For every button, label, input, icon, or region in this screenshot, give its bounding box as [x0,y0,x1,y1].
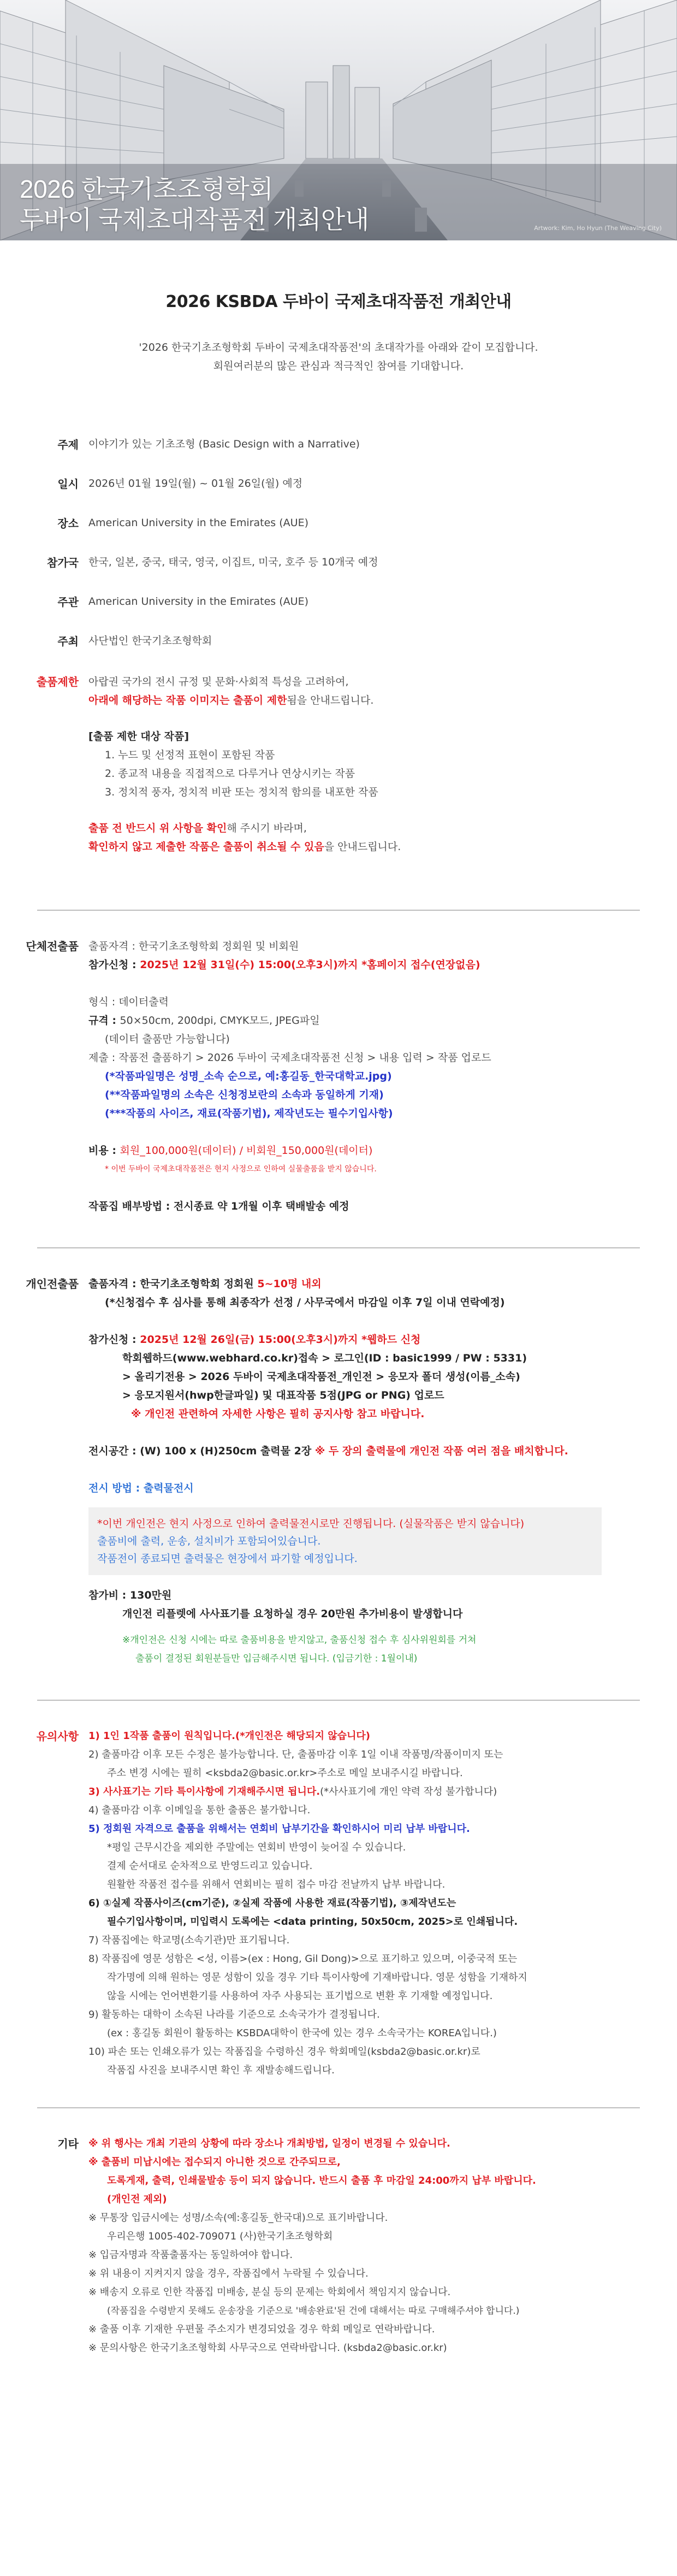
info-row-place [0,515,677,532]
notice-item: 6) ①실제 작품사이즈(cm기준), ②실제 작품에 사용한 재료(작품기법), ③제작년도는 [88,1897,456,1909]
hero-title-line1: 2026 한국기초조형학회 [20,175,274,203]
personal-box-line: 출품비에 출력, 운송, 설치비가 포함되어있습니다. [97,1535,321,1547]
group-spec-note: (데이터 출품만 가능합니다) [105,1033,230,1045]
hero-title [20,174,369,235]
etc-item: (작품집을 수령받지 못해도 운송장을 기준으로 '배송완료'된 건에 대해서는 따로 구매해주셔야 합니다.) [107,2306,520,2316]
personal-qualification-label: 출품자격 : 한국기초조형학회 정회원 [88,1278,258,1290]
notices-section [0,1727,677,2080]
notice-item-highlight: 3) 사사표기는 기타 특이사항에 기재해주시면 됩니다. [88,1786,320,1797]
group-format: 형식 : 데이터출력 [88,996,169,1008]
restriction-content [88,673,401,856]
personal-fee-note: 출품이 결정된 회원분들만 입금해주시면 됩니다. (입금기한 : 1월이내) [135,1653,418,1664]
personal-label: 개인전출품 [26,1277,79,1290]
notice-item [88,1913,634,1931]
personal-box-line: 작품전이 종료되면 출력물은 현장에서 파기할 예정입니다. [97,1553,358,1565]
restriction-section [0,673,677,856]
personal-space [88,1442,634,1460]
hero-banner [0,0,677,240]
etc-item: ※ 문의사항은 한국기초조형학회 사무국으로 연락바랍니다. (ksbda2@basic.or.kr) [88,2342,447,2354]
restriction-warning1-highlight: 출품 전 반드시 위 사항을 확인 [88,822,227,834]
restriction-line2-highlight: 아래에 해당하는 작품 이미지는 출품이 제한 [88,694,287,706]
info-label: 주최 [57,635,79,648]
info-label: 일시 [57,478,79,491]
group-note: (***작품의 사이즈, 재료(작품기법), 제작년도는 필수기입사항) [105,1107,393,1119]
notice-item: 작품집 사진을 보내주시면 확인 후 재발송해드립니다. [107,2065,335,2076]
info-value: 이야기가 있는 기초조형 (Basic Design with a Narrative) [88,438,360,450]
info-row-theme [0,437,677,453]
group-spec-value: 50×50cm, 200dpi, CMYK모드, JPEG파일 [120,1015,320,1027]
intro-line2: 회원여러분의 많은 관심과 적극적인 참여를 기대합니다. [213,360,464,372]
page-title: 2026 KSBDA 두바이 국제초대작품전 개최안내 [165,292,512,311]
restriction-item: 3. 정치적 풍자, 정치적 비판 또는 정치적 함의를 내포한 작품 [105,786,378,798]
group-submit: 제출 : 작품전 출품하기 > 2026 두바이 국제초대작품전 신청 > 내용 입력 > 작품 업로드 [88,1052,491,1064]
section-divider [37,1247,640,1248]
group-fee-label: 비용 : [88,1145,120,1157]
etc-item: ※ 무통장 입금시에는 성명/소속(예:홍길동_한국대)으로 표기바랍니다. [88,2212,388,2224]
etc-item: 도록게재, 출력, 인쇄물발송 등이 되지 않습니다. 반드시 출품 후 마감일 24:00까지 납부 바랍니다. [107,2175,536,2186]
notice-item-part: 필수기입사항이며, 미입력시 도록에는 <data printing, 50x50cm, 2025>로 인쇄 [107,1916,486,1927]
etc-section [0,2135,677,2357]
personal-fee-extra: 개인전 리플렛에 사사표기를 요청하실 경우 20만원 추가비용이 발생합니다 [122,1608,463,1620]
notice-item: *평일 근무시간을 제외한 주말에는 연회비 반영이 늦어질 수 있습니다. [107,1842,406,1853]
notice-item: 1) 1인 1작품 출품이 원칙입니다.(*개인전은 해당되지 않습니다) [88,1730,371,1742]
personal-method: 전시 방법 : 출력물전시 [88,1482,194,1494]
restriction-item: 1. 누드 및 선정적 표현이 포함된 작품 [105,749,275,761]
personal-fee: 참가비 : 130만원 [88,1589,172,1601]
notice-item: 10) 파손 또는 인쇄오류가 있는 작품집을 수령하신 경우 학회메일(ksbda2@basic.or.kr)로 [88,2046,480,2058]
info-row-host [0,594,677,610]
personal-step: > 응모지원서(hwp한글파일) 및 대표작품 5점(JPG or PNG) 업로드 [122,1389,444,1401]
notice-item: 4) 출품마감 이후 이메일을 통한 출품은 불가합니다. [88,1805,311,1816]
restriction-warning2-highlight: 확인하지 않고 제출한 작품은 출품이 취소될 수 있음 [88,841,324,853]
personal-space-label: 전시공간 : (W) 100 x (H)250cm 출력물 2장 [88,1445,315,1457]
personal-apply-label: 참가신청 : [88,1334,140,1346]
etc-item: ※ 위 내용이 지켜지지 않을 경우, 작품집에서 누락될 수 있습니다. [88,2268,369,2279]
group-qualification: 출품자격 : 한국기초조형학회 정회원 및 비회원 [88,940,299,952]
notice-item: 9) 활동하는 대학이 소속된 나라를 기준으로 소속국가가 결정됩니다. [88,2009,380,2020]
group-apply-deadline: 2025년 12월 31일(수) 15:00(오후3시)까지 *홈페이지 접수(연장없음) [140,959,480,971]
restriction-warning1 [88,819,401,838]
personal-fee-note: ※개인전은 신청 시에는 따로 출품비용을 받지않고, 출품신청 접수 후 심사위원회를 거쳐 [122,1635,477,1646]
info-value: 한국, 일본, 중국, 태국, 영국, 이집트, 미국, 호주 등 10개국 예정 [88,556,378,568]
info-label: 참가국 [47,556,79,569]
info-value: 사단법인 한국기초조형학회 [88,635,212,647]
group-content [88,937,491,1216]
notice-item: 5) 정회원 자격으로 출품을 위해서는 연회비 납부기간을 확인하시어 미리 납부 바랍니다. [88,1823,470,1835]
restriction-warning2 [88,838,401,856]
section-divider [37,1700,640,1701]
group-label: 단체전출품 [26,940,79,953]
group-delivery: 작품집 배부방법 : 전시종료 약 1개월 이후 택배발송 예정 [88,1200,349,1212]
notice-item: 결제 순서대로 순차적으로 반영드리고 있습니다. [107,1860,313,1872]
personal-qualification-note: (*신청접수 후 심사를 통해 최종작가 선정 / 사무국에서 마감일 이후 7일 이내 연락예정) [105,1296,505,1308]
group-fee-note: * 이번 두바이 국제초대작품전은 현지 사정으로 인하여 실물출품을 받지 않습니다. [105,1165,377,1174]
notice-item [88,1783,634,1801]
notice-item: 작가명에 의해 원하는 영문 성함이 있을 경우 기타 특이사항에 기재바랍니다. 영문 성함을 기재하지 [107,1972,527,1983]
info-row-organizer [0,633,677,650]
notice-item: 않을 시에는 언어변환기를 사용하여 자주 사용되는 표기법으로 변환 후 기재할 예정입니다. [107,1990,493,2002]
restriction-warning2-rest: 을 안내드립니다. [324,841,401,853]
info-label: 주제 [57,438,79,451]
section-divider [37,910,640,911]
group-section [0,937,677,1216]
etc-item: ※ 위 행사는 개최 기관의 상황에 따라 장소나 개최방법, 일정이 변경될 수 있습니다. [88,2138,450,2149]
restriction-item: 2. 종교적 내용을 직접적으로 다루거나 연상시키는 작품 [105,768,355,780]
personal-section [0,1275,677,1668]
notice-item: 7) 작품집에는 학교명(소속기관)만 표기됩니다. [88,1935,290,1946]
notice-item: (ex : 홍길동 회원이 활동하는 KSBDA대학이 한국에 있는 경우 소속국가는 KOREA입니다.) [107,2027,497,2039]
personal-qualification [88,1275,634,1293]
info-value: American University in the Emirates (AUE) [88,596,308,608]
hero-title-line2: 두바이 국제초대작품전 개최안내 [20,205,369,234]
info-row-date [0,476,677,492]
group-note: (*작품파일명은 성명_소속 순으로, 예:홍길동_한국대학교.jpg) [105,1070,392,1082]
restriction-line2-rest: 됨을 안내드립니다. [287,694,374,706]
info-label: 장소 [57,517,79,530]
etc-item: ※ 배송지 오류로 인한 작품집 미배송, 분실 등의 문제는 학회에서 책임지지 않습니다. [88,2286,451,2298]
etc-item: ※ 출품 이후 기재한 우편물 주소지가 변경되었을 경우 학회 메일로 연락바랍니다. [88,2324,435,2335]
notices-content [88,1727,634,2080]
group-fee-value: 회원_100,000원(데이터) / 비회원_150,000원(데이터) [120,1145,373,1157]
group-spec [88,1011,491,1030]
personal-apply [88,1330,634,1349]
group-spec-label: 규격 : [88,1015,120,1027]
personal-step-note: ※ 개인전 관련하여 자세한 사항은 필히 공지사항 참고 바랍니다. [131,1408,425,1420]
group-note: (**작품파일명의 소속은 신청정보란의 소속과 동일하게 기재) [105,1089,384,1101]
etc-item: ※ 출품비 미납시에는 접수되지 아니한 것으로 간주되므로, [88,2156,341,2168]
info-list [0,437,677,856]
group-apply-label: 참가신청 : [88,959,140,971]
etc-content [88,2135,640,2357]
personal-space-note: ※ 두 장의 출력물에 개인전 작품 여러 점을 배치합니다. [314,1445,568,1457]
personal-box-line: *이번 개인전은 현지 사정으로 인하여 출력물전시로만 진행됩니다. (실물작품은 받지 않습니다) [97,1518,525,1530]
etc-item: ※ 입금자명과 작품출품자는 동일하여야 합니다. [88,2249,293,2261]
group-fee [88,1141,491,1160]
section-divider [37,2107,640,2108]
etc-item: 우리은행 1005-402-709071 (사)한국기초조형학회 [107,2231,333,2242]
info-label: 주관 [57,596,79,609]
personal-step: 학회웹하드(www.webhard.co.kr)접속 > 로그인(ID : basic1999 / PW : 5331) [122,1352,527,1364]
notice-item: 원활한 작품전 접수를 위해서 연회비는 필히 접수 마감 전날까지 납부 바랍니다. [107,1879,446,1890]
etc-label: 기타 [57,2137,79,2150]
personal-content [88,1275,634,1668]
restriction-heading: [출품 제한 대상 작품] [88,730,189,742]
info-row-countries [0,555,677,571]
notice-item-part: 됩니다. [485,1916,518,1927]
group-apply [88,956,491,974]
personal-notice-box [88,1507,602,1575]
etc-item: (개인전 제외) [107,2194,167,2205]
restriction-line1: 아랍권 국가의 전시 규정 및 문화·사회적 특성을 고려하여, [88,676,349,688]
notice-item-rest: (*사사표기에 개인 약력 작성 불가합니다) [320,1786,497,1797]
notice-item: 주소 변경 시에는 필히 <ksbda2@basic.or.kr>주소로 메일 보내주시길 바랍니다. [107,1767,463,1779]
hero-credit: Artwork: Kim, Ho Hyun (The Weaving City) [534,224,662,232]
notice-item: 2) 출품마감 이후 모든 수정은 불가능합니다. 단, 출품마감 이후 1일 이내 작품명/작품이미지 또는 [88,1749,503,1760]
restriction-warning1-rest: 해 주시기 바라며, [227,822,307,834]
restriction-line2 [88,691,401,710]
info-value: American University in the Emirates (AUE) [88,517,308,529]
notices-label: 유의사항 [36,1730,79,1743]
personal-step: > 올리기전용 > 2026 두바이 국제초대작품전_개인전 > 응모자 폴더 생성(이름_소속) [122,1371,520,1383]
personal-apply-deadline: 2025년 12월 26일(금) 15:00(오후3시)까지 *웹하드 신청 [140,1334,421,1346]
notice-item: 8) 작품집에 영문 성함은 <성, 이름>(ex : Hong, Gil Dong)>으로 표기하고 있으며, 이중국적 또는 [88,1953,518,1965]
personal-qualification-count: 5~10명 내외 [257,1278,322,1290]
intro-text [0,338,677,375]
info-value: 2026년 01월 19일(월) ~ 01월 26일(월) 예정 [88,478,303,490]
intro-line1: '2026 한국기초조형학회 두바이 국제초대작품전'의 초대작가를 아래와 같이 모집합니다. [139,341,538,353]
restriction-label: 출품제한 [36,675,79,688]
